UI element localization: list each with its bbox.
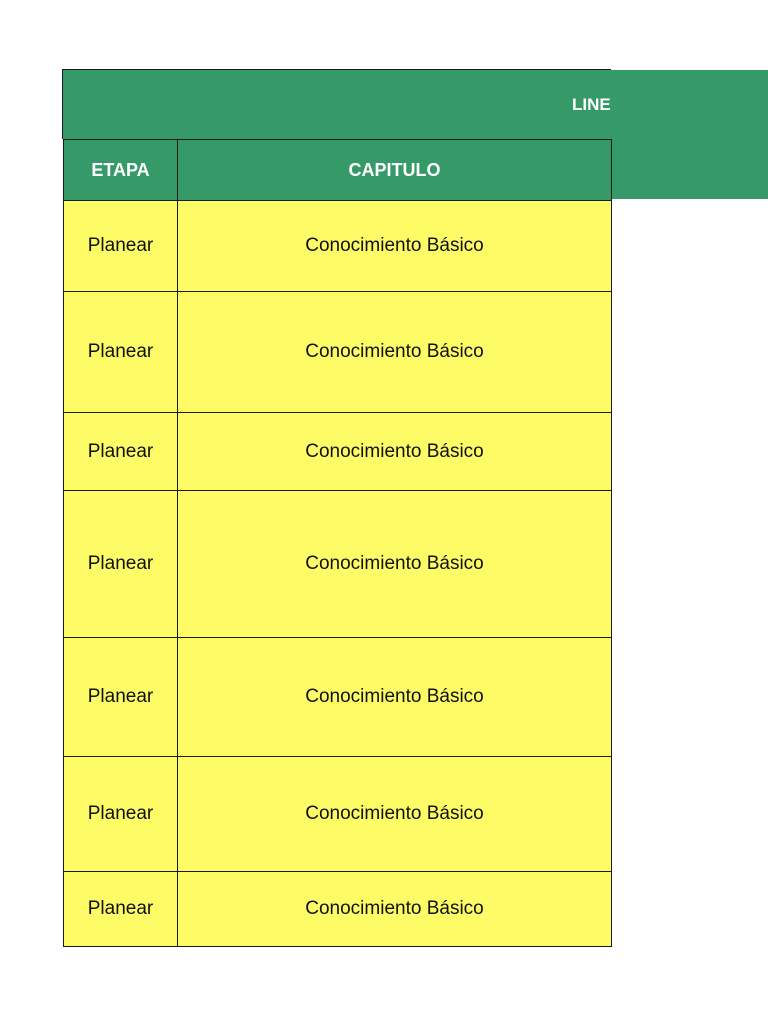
- column-header-etapa: ETAPA: [64, 140, 178, 201]
- table-row: [64, 491, 612, 638]
- cell-capitulo: Conocimiento Básico: [178, 757, 612, 872]
- cell-capitulo: Conocimiento Básico: [178, 201, 612, 292]
- title-border: [62, 69, 611, 139]
- table-row: [64, 638, 612, 757]
- cell-etapa: Planear: [64, 872, 178, 947]
- table-row: [64, 872, 612, 947]
- cell-capitulo: Conocimiento Básico: [178, 292, 612, 413]
- cell-etapa: Planear: [64, 757, 178, 872]
- cell-etapa: Planear: [64, 292, 178, 413]
- cell-etapa: Planear: [64, 638, 178, 757]
- data-table: [63, 139, 612, 947]
- table-title: LINE: [572, 95, 611, 114]
- header-row: [64, 140, 612, 201]
- cell-etapa: Planear: [64, 491, 178, 638]
- table-row: [64, 757, 612, 872]
- cell-etapa: Planear: [64, 201, 178, 292]
- header-extension: [611, 139, 768, 199]
- cell-etapa: Planear: [64, 413, 178, 491]
- table-row: [64, 292, 612, 413]
- cell-capitulo: Conocimiento Básico: [178, 872, 612, 947]
- cell-capitulo: Conocimiento Básico: [178, 638, 612, 757]
- table-row: [64, 201, 612, 292]
- cell-capitulo: Conocimiento Básico: [178, 413, 612, 491]
- cell-capitulo: Conocimiento Básico: [178, 491, 612, 638]
- table-row: [64, 413, 612, 491]
- column-header-capitulo: CAPITULO: [178, 140, 612, 201]
